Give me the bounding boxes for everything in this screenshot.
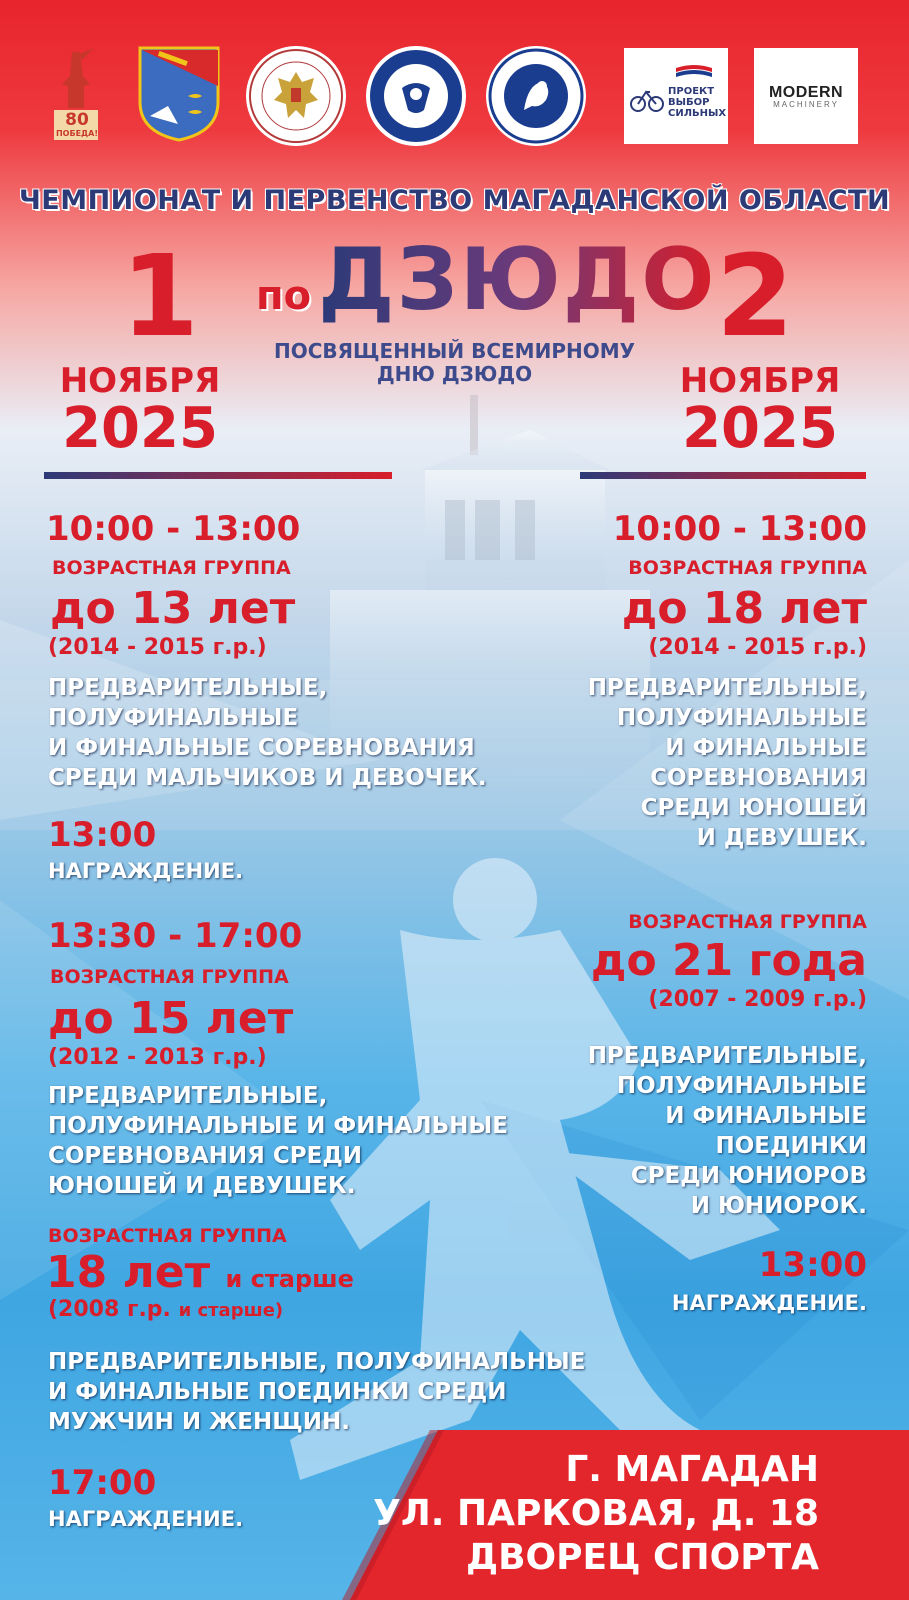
day2-block1-years: (2014 - 2015 г.р.) xyxy=(648,635,867,660)
day1-block3-years-suffix: и старше) xyxy=(178,1300,284,1321)
day1-award1-label: НАГРАЖДЕНИЕ. xyxy=(48,859,244,883)
project-line1: ПРОЕКТ xyxy=(668,86,715,97)
day1-block1-group-label: ВОЗРАСТНАЯ ГРУППА xyxy=(52,557,291,579)
project-line2: ВЫБОР xyxy=(668,97,710,108)
day2-year: 2025 xyxy=(682,396,838,461)
day1-number: 1 xyxy=(121,232,199,362)
day1-block2-desc4: ЮНОШЕЙ И ДЕВУШЕК. xyxy=(48,1173,356,1199)
day2-month: НОЯБРЯ xyxy=(679,361,841,401)
day1-award1-time: 13:00 xyxy=(48,815,157,855)
victory-number: 80 xyxy=(65,110,89,130)
day1-block3-desc3: МУЖЧИН И ЖЕНЩИН. xyxy=(48,1409,350,1435)
day2-award-label: НАГРАЖДЕНИЕ. xyxy=(671,1291,867,1315)
victory-text: ПОБЕДА! xyxy=(55,129,99,138)
day2-block1-desc2: ПОЛУФИНАЛЬНЫЕ xyxy=(616,705,867,731)
day1-award2-label: НАГРАЖДЕНИЕ. xyxy=(48,1507,244,1531)
day1-block2-time: 13:30 - 17:00 xyxy=(48,916,303,956)
po-word: по xyxy=(256,273,312,319)
venue-building: ДВОРЕЦ СПОРТА xyxy=(466,1537,819,1578)
day2-block1-desc4: СОРЕВНОВАНИЯ xyxy=(650,765,867,791)
day2-block1-desc3: И ФИНАЛЬНЫЕ xyxy=(665,735,867,761)
venue-city: Г. МАГАДАН xyxy=(565,1449,819,1490)
day2-award-time: 13:00 xyxy=(758,1245,867,1285)
day2-block1-desc1: ПРЕДВАРИТЕЛЬНЫЕ, xyxy=(587,675,867,701)
day1-block3-age-main: 18 лет xyxy=(46,1247,211,1298)
dedication-line1: ПОСВЯЩЕННЫЙ ВСЕМИРНОМУ xyxy=(273,339,636,363)
day1-block3-desc2: И ФИНАЛЬНЫЕ ПОЕДИНКИ СРЕДИ xyxy=(48,1379,507,1405)
day2-block2-desc4: ПОЕДИНКИ xyxy=(715,1133,867,1159)
sport-title: ДЗЮДО xyxy=(318,230,717,330)
day1-year: 2025 xyxy=(62,396,218,461)
day1-block1-desc1: ПРЕДВАРИТЕЛЬНЫЕ, xyxy=(48,675,328,701)
modern-sub: MACHINERY xyxy=(773,99,839,109)
championship-title: ЧЕМПИОНАТ И ПЕРВЕНСТВО МАГАДАНСКОЙ ОБЛАСТИ xyxy=(18,185,891,216)
day1-block3-group-label: ВОЗРАСТНАЯ ГРУППА xyxy=(48,1225,287,1247)
day1-month: НОЯБРЯ xyxy=(59,361,221,401)
day1-block2-desc2: ПОЛУФИНАЛЬНЫЕ И ФИНАЛЬНЫЕ xyxy=(48,1113,508,1139)
day1-block3-years-main: (2008 г.р. xyxy=(48,1297,171,1322)
day2-block2-desc1: ПРЕДВАРИТЕЛЬНЫЕ, xyxy=(587,1043,867,1069)
day2-block2-desc5: СРЕДИ ЮНИОРОВ xyxy=(630,1163,867,1189)
day2-block1-age: до 18 лет xyxy=(621,583,867,634)
day2-block1-desc5: СРЕДИ ЮНОШЕЙ xyxy=(640,795,867,821)
day2-number: 2 xyxy=(716,232,794,362)
day1-award2-time: 17:00 xyxy=(48,1463,157,1503)
day1-block2-group-label: ВОЗРАСТНАЯ ГРУППА xyxy=(50,966,289,988)
day1-block1-age: до 13 лет xyxy=(50,583,296,634)
project-line3: СИЛЬНЫХ xyxy=(668,108,727,119)
day2-block1-time: 10:00 - 13:00 xyxy=(612,509,867,549)
day2-block2-group-label: ВОЗРАСТНАЯ ГРУППА xyxy=(628,911,867,933)
day1-block3-desc1: ПРЕДВАРИТЕЛЬНЫЕ, ПОЛУФИНАЛЬНЫЕ xyxy=(48,1349,586,1375)
day1-block1-desc3: И ФИНАЛЬНЫЕ СОРЕВНОВАНИЯ xyxy=(48,735,475,761)
day1-block1-desc2: ПОЛУФИНАЛЬНЫЕ xyxy=(48,705,299,731)
day1-block1-time: 10:00 - 13:00 xyxy=(46,509,301,549)
modern-word: MODERN xyxy=(768,83,844,101)
day1-block2-desc1: ПРЕДВАРИТЕЛЬНЫЕ, xyxy=(48,1083,328,1109)
day2-block2-desc2: ПОЛУФИНАЛЬНЫЕ xyxy=(616,1073,867,1099)
day2-block2-age: до 21 года xyxy=(590,935,867,986)
day2-block1-group-label: ВОЗРАСТНАЯ ГРУППА xyxy=(628,557,867,579)
day1-block1-years: (2014 - 2015 г.р.) xyxy=(48,635,267,660)
day1-block2-desc3: СОРЕВНОВАНИЯ СРЕДИ xyxy=(48,1143,363,1169)
day2-block2-desc6: И ЮНИОРОК. xyxy=(690,1193,867,1219)
day1-block2-age: до 15 лет xyxy=(48,993,294,1044)
venue-street: УЛ. ПАРКОВАЯ, Д. 18 xyxy=(373,1493,819,1534)
day1-block3-age-suffix: и старше xyxy=(225,1265,354,1293)
day2-block2-desc3: И ФИНАЛЬНЫЕ xyxy=(665,1103,867,1129)
dedication-line2: ДНЮ ДЗЮДО xyxy=(376,362,533,386)
day1-block2-years: (2012 - 2013 г.р.) xyxy=(48,1045,267,1070)
day2-block2-years: (2007 - 2009 г.р.) xyxy=(648,987,867,1012)
day1-block1-desc4: СРЕДИ МАЛЬЧИКОВ И ДЕВОЧЕК. xyxy=(48,765,487,791)
day2-block1-desc6: И ДЕВУШЕК. xyxy=(696,825,867,851)
